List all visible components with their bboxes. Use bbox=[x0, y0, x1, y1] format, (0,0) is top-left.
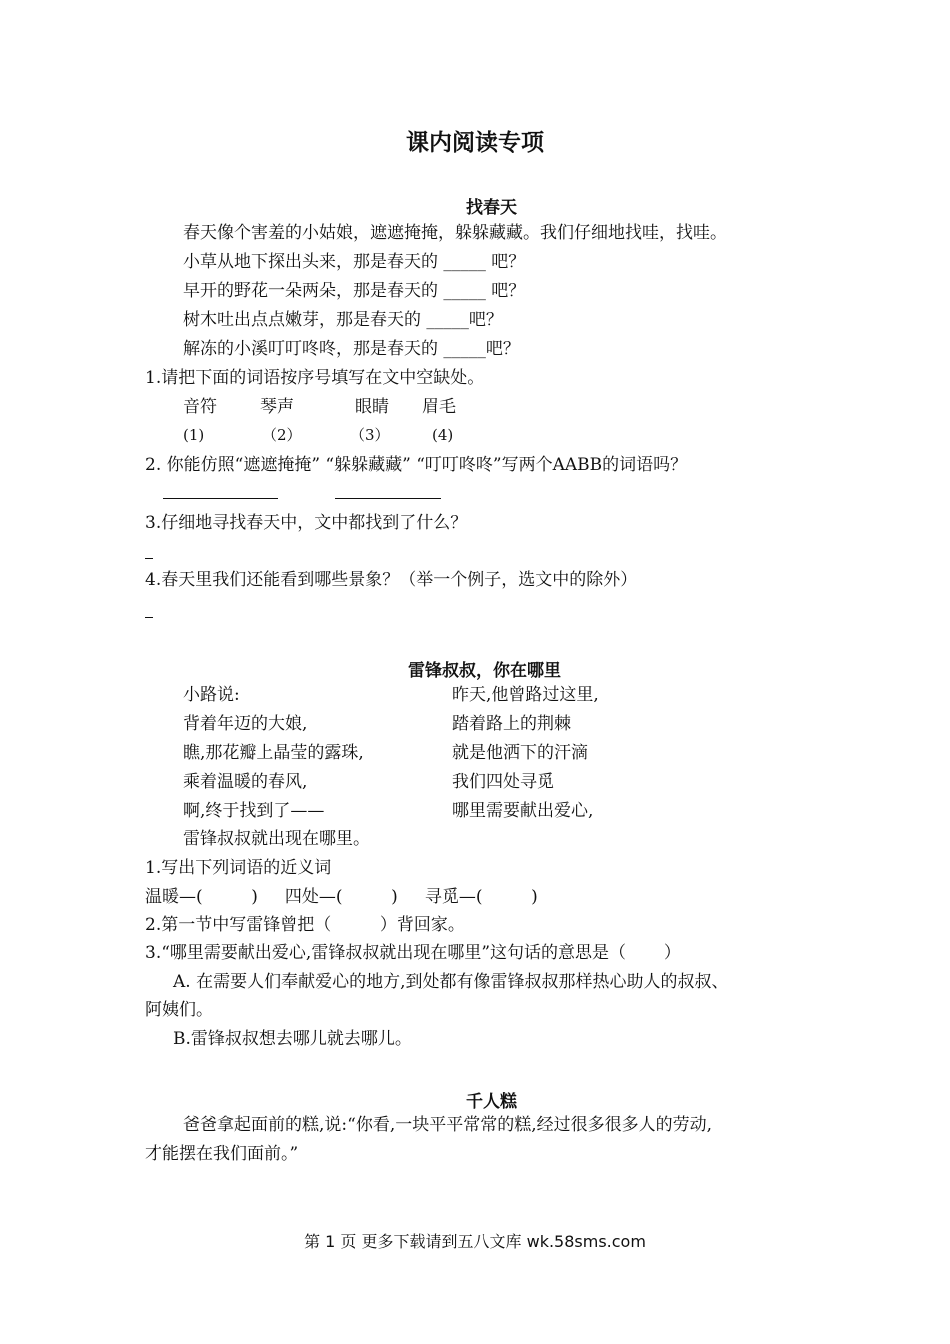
paragraph-line: 才能摆在我们面前。” bbox=[145, 1144, 299, 1164]
poem-line-left: 背着年迈的大娘, bbox=[183, 714, 308, 734]
word-option: 眼睛 bbox=[355, 397, 389, 417]
page-footer: 第 1 页 更多下载请到五八文库 wk.58sms.com bbox=[304, 1232, 646, 1251]
word-number: (4) bbox=[432, 426, 454, 444]
synonym-items: 温暖—( ) 四处—( ) 寻觅—( ) bbox=[145, 887, 538, 907]
word-number: （2） bbox=[262, 426, 302, 444]
question-3: 3.“哪里需要献出爱心,雷锋叔叔就出现在哪里”这句话的意思是（ ） bbox=[145, 943, 681, 963]
question-1: 1.请把下面的词语按序号填写在文中空缺处。 bbox=[145, 368, 485, 388]
word-option: 音符 bbox=[183, 397, 217, 417]
word-number: (1) bbox=[183, 426, 205, 444]
poem-line: 春天像个害羞的小姑娘，遮遮掩掩，躲躲藏藏。我们仔细地找哇，找哇。 bbox=[183, 223, 727, 243]
poem-line: 小草从地下探出头来，那是春天的 _____ 吧？ bbox=[183, 252, 526, 272]
poem-line: 早开的野花一朵两朵，那是春天的 _____ 吧？ bbox=[183, 281, 526, 301]
word-option: 琴声 bbox=[260, 397, 294, 417]
option-a-cont: 阿姨们。 bbox=[145, 1000, 213, 1020]
question-4: 4.春天里我们还能看到哪些景象？（举一个例子，选文中的除外） bbox=[145, 570, 638, 590]
answer-blank[interactable] bbox=[145, 617, 153, 618]
answer-blank[interactable] bbox=[145, 558, 153, 559]
word-number: （3） bbox=[350, 426, 390, 444]
poem-line: 树木吐出点点嫩芽，那是春天的 _____吧？ bbox=[183, 310, 503, 330]
poem-line-right: 就是他洒下的汗滴 bbox=[452, 743, 588, 763]
paragraph-line: 爸爸拿起面前的糕,说:“你看,一块平平常常的糕,经过很多很多人的劳动, bbox=[183, 1115, 713, 1135]
answer-blank[interactable] bbox=[335, 498, 441, 499]
poem-line-left: 瞧,那花瓣上晶莹的露珠, bbox=[183, 743, 364, 763]
poem-line-right: 我们四处寻觅 bbox=[452, 772, 554, 792]
poem-line: 解冻的小溪叮叮咚咚，那是春天的 _____吧？ bbox=[183, 339, 520, 359]
answer-blank[interactable] bbox=[163, 498, 278, 499]
option-b: B.雷锋叔叔想去哪儿就去哪儿。 bbox=[173, 1029, 412, 1049]
option-a: A. 在需要人们奉献爱心的地方,到处都有像雷锋叔叔那样热心助人的叔叔、 bbox=[173, 972, 729, 992]
poem-line-left: 小路说: bbox=[183, 685, 240, 705]
poem-line-right: 昨天,他曾路过这里, bbox=[452, 685, 599, 705]
poem-line-left: 乘着温暖的春风, bbox=[183, 772, 308, 792]
document-title: 课内阅读专项 bbox=[406, 130, 544, 156]
word-option: 眉毛 bbox=[422, 397, 456, 417]
poem-line-right: 哪里需要献出爱心, bbox=[452, 801, 594, 821]
section-title-zhaochuntian: 找春天 bbox=[466, 198, 517, 218]
question-2: 2.第一节中写雷锋曾把（ ）背回家。 bbox=[145, 915, 465, 935]
section-title-leifeng: 雷锋叔叔，你在哪里 bbox=[408, 661, 561, 681]
poem-line-left: 啊,终于找到了—— bbox=[183, 801, 325, 821]
question-2: 2. 你能仿照“遮遮掩掩” “躲躲藏藏” “叮叮咚咚”写两个AABB的词语吗？ bbox=[145, 455, 688, 475]
poem-line-left: 雷锋叔叔就出现在哪里。 bbox=[183, 829, 370, 849]
question-1: 1.写出下列词语的近义词 bbox=[145, 858, 332, 878]
question-3: 3.仔细地寻找春天中，文中都找到了什么？ bbox=[145, 513, 468, 533]
section-title-qianrengao: 千人糕 bbox=[466, 1092, 517, 1112]
poem-line-right: 踏着路上的荆棘 bbox=[452, 714, 571, 734]
